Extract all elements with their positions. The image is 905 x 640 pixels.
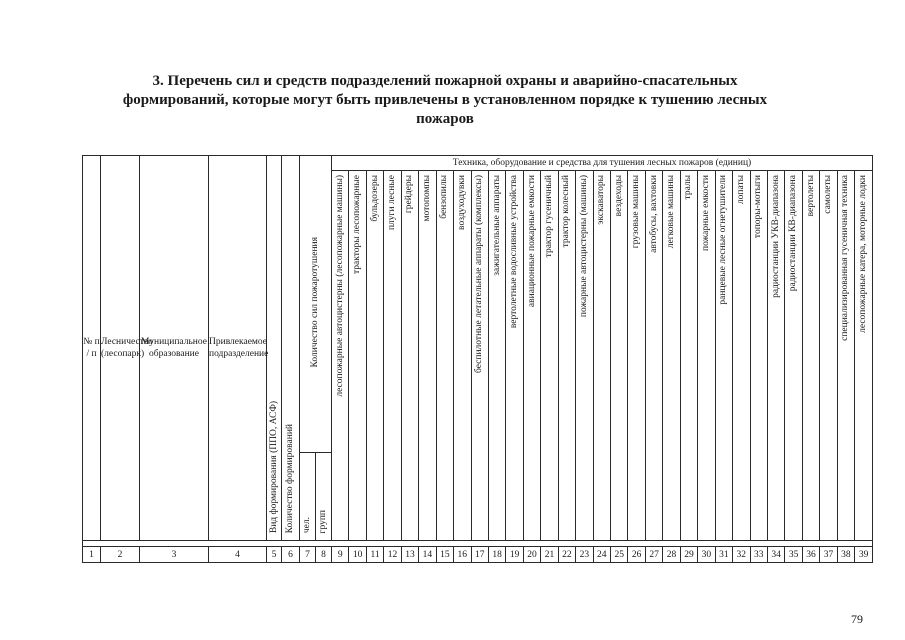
- column-number-19: 19: [506, 547, 523, 563]
- header-tech-col-36: [802, 171, 819, 541]
- header-tech-col-33: [750, 171, 767, 541]
- header-tech-col-16: [454, 171, 471, 541]
- header-tech-col-32-label: лопаты: [735, 175, 746, 205]
- column-number-12: 12: [384, 547, 401, 563]
- column-number-36: 36: [802, 547, 819, 563]
- header-tech-col-24: [593, 171, 610, 541]
- header-tech-group: [332, 156, 873, 171]
- header-tech-col-19: [506, 171, 523, 541]
- header-row-1: [83, 156, 873, 171]
- forces-table: [82, 155, 873, 563]
- header-tech-col-9: [332, 171, 349, 541]
- column-number-11: 11: [366, 547, 383, 563]
- header-tech-col-9-label: лесопожарные автоцистерны (лесопожарные машины): [334, 175, 345, 397]
- header-tech-col-15-label: бензопилы: [439, 175, 450, 219]
- header-tech-col-38: [837, 171, 854, 541]
- header-tech-col-10: [349, 171, 366, 541]
- header-tech-col-11-label: бульдозеры: [369, 175, 380, 222]
- header-tech-col-35-label: радиостанции КВ-диапазона: [788, 175, 799, 292]
- header-tech-col-36-label: вертолеты: [805, 175, 816, 217]
- header-col-3-label: Муниципальное образование: [141, 337, 207, 359]
- header-tech-col-35: [785, 171, 802, 541]
- header-tech-col-28: [663, 171, 680, 541]
- header-tech-col-22-label: трактор колесный: [561, 175, 572, 248]
- header-tech-col-24-label: экскаваторы: [596, 175, 607, 225]
- header-tech-col-25-label: вездеходы: [613, 175, 624, 217]
- column-number-33: 33: [750, 547, 767, 563]
- header-tech-col-12-label: плуги лесные: [387, 175, 398, 231]
- column-number-10: 10: [349, 547, 366, 563]
- header-tech-col-31-label: ранцевые лесные огнетушители: [718, 175, 729, 305]
- header-tech-col-18-label: зажигательные аппараты: [491, 175, 502, 276]
- header-tech-col-15: [436, 171, 453, 541]
- column-number-5: 5: [267, 547, 282, 563]
- column-number-30: 30: [698, 547, 715, 563]
- header-tech-col-17: [471, 171, 488, 541]
- header-col-8: [316, 453, 332, 541]
- column-number-32: 32: [733, 547, 750, 563]
- column-number-21: 21: [541, 547, 558, 563]
- header-col-6: [282, 156, 300, 541]
- header-tech-col-30-label: пожарные емкости: [700, 175, 711, 251]
- header-tech-col-14: [419, 171, 436, 541]
- column-number-25: 25: [611, 547, 628, 563]
- column-number-39: 39: [855, 547, 873, 563]
- header-tech-col-16-label: воздуходувки: [456, 175, 467, 230]
- column-number-8: 8: [316, 547, 332, 563]
- header-col-1-label: № п / п: [83, 337, 100, 359]
- header-tech-col-26: [628, 171, 645, 541]
- header-tech-col-22: [558, 171, 575, 541]
- header-tech-col-17-label: беспилотные летательные аппараты (комплексы): [474, 175, 485, 373]
- column-number-35: 35: [785, 547, 802, 563]
- column-number-23: 23: [576, 547, 593, 563]
- table-body: [83, 156, 873, 563]
- header-tech-col-13: [401, 171, 418, 541]
- header-col-2: [101, 156, 153, 541]
- header-tech-col-34: [767, 171, 784, 541]
- header-col-7-label: чел.: [302, 516, 312, 533]
- header-col-2-label: Лесничество (лесопарк): [101, 337, 153, 359]
- header-tech-col-11: [366, 171, 383, 541]
- column-number-29: 29: [680, 547, 697, 563]
- header-tech-col-31: [715, 171, 732, 541]
- header-tech-group-label: Техника, оборудование и средства для тушения лесных пожаров (единиц): [452, 158, 752, 168]
- column-number-row: [83, 547, 873, 563]
- header-tech-col-37: [820, 171, 837, 541]
- column-number-9: 9: [332, 547, 349, 563]
- header-col-5-label: Вид формирования (ППО, АСФ): [268, 400, 279, 533]
- header-col-4: [209, 156, 267, 541]
- header-tech-col-38-label: специализированная гусеничная техника: [840, 175, 851, 341]
- column-number-17: 17: [471, 547, 488, 563]
- column-number-16: 16: [454, 547, 471, 563]
- column-number-26: 26: [628, 547, 645, 563]
- header-tech-col-27-label: автобусы, вахтовки: [648, 175, 659, 253]
- column-number-15: 15: [436, 547, 453, 563]
- header-tech-col-18: [488, 171, 505, 541]
- header-tech-col-21: [541, 171, 558, 541]
- column-number-24: 24: [593, 547, 610, 563]
- header-tech-col-34-label: радиостанции УКВ-диапазона: [770, 175, 781, 298]
- header-tech-col-21-label: трактор гусеничный: [543, 175, 554, 258]
- header-col-5: [267, 156, 282, 541]
- header-tech-col-29: [680, 171, 697, 541]
- header-tech-col-32: [733, 171, 750, 541]
- header-col-1: [83, 156, 101, 541]
- column-number-18: 18: [488, 547, 505, 563]
- header-col-3: [140, 156, 209, 541]
- column-number-7: 7: [300, 547, 316, 563]
- header-col-7-8-group-label: Количество сил пожаротушения: [310, 237, 320, 368]
- header-tech-col-39-label: лесопожарные катера, моторные лодки: [858, 175, 869, 333]
- column-number-20: 20: [523, 547, 540, 563]
- column-number-2: 2: [101, 547, 140, 563]
- column-number-27: 27: [645, 547, 662, 563]
- header-tech-col-33-label: топоры-мотыги: [753, 175, 764, 239]
- column-number-4: 4: [209, 547, 267, 563]
- header-col-7: [300, 453, 316, 541]
- column-number-13: 13: [401, 547, 418, 563]
- header-tech-col-28-label: легковые машины: [666, 175, 677, 249]
- header-tech-col-19-label: вертолетные водосливные устройства: [509, 175, 520, 329]
- header-col-6-label: Количество формирований: [285, 423, 295, 533]
- header-tech-col-12: [384, 171, 401, 541]
- header-tech-col-26-label: грузовые машины: [631, 175, 642, 249]
- header-tech-col-37-label: самолеты: [822, 175, 833, 214]
- header-tech-col-10-label: тракторы лесопожарные: [352, 175, 363, 274]
- column-number-22: 22: [558, 547, 575, 563]
- header-tech-col-39: [855, 171, 873, 541]
- column-number-1: 1: [83, 547, 101, 563]
- header-col-4-label: Привлекаемое подразделение: [209, 337, 269, 359]
- header-col-7-8-group: [300, 156, 332, 453]
- header-tech-col-25: [611, 171, 628, 541]
- column-number-38: 38: [837, 547, 854, 563]
- column-number-3: 3: [140, 547, 209, 563]
- page-title: 3. Перечень сил и средств подразделений пожарной охраны и аварийно-спасательных формирований, которые могут быть привлечены в установленном порядке к тушению лесных пожаров: [122, 73, 768, 127]
- header-tech-col-13-label: грейдеры: [404, 175, 415, 214]
- column-number-28: 28: [663, 547, 680, 563]
- header-tech-col-20-label: авиационные пожарные емкости: [526, 175, 537, 308]
- page-number: 79: [851, 612, 863, 626]
- header-tech-col-20: [523, 171, 540, 541]
- column-number-37: 37: [820, 547, 837, 563]
- column-number-31: 31: [715, 547, 732, 563]
- header-col-8-label: групп: [318, 509, 328, 533]
- header-tech-col-23: [576, 171, 593, 541]
- header-tech-col-29-label: тралы: [683, 175, 694, 200]
- column-number-34: 34: [767, 547, 784, 563]
- header-tech-col-14-label: мотопомпы: [421, 175, 432, 222]
- column-number-6: 6: [282, 547, 300, 563]
- column-number-14: 14: [419, 547, 436, 563]
- header-tech-col-27: [645, 171, 662, 541]
- header-tech-col-30: [698, 171, 715, 541]
- header-tech-col-23-label: пожарные автоцистерны (машины): [578, 175, 589, 318]
